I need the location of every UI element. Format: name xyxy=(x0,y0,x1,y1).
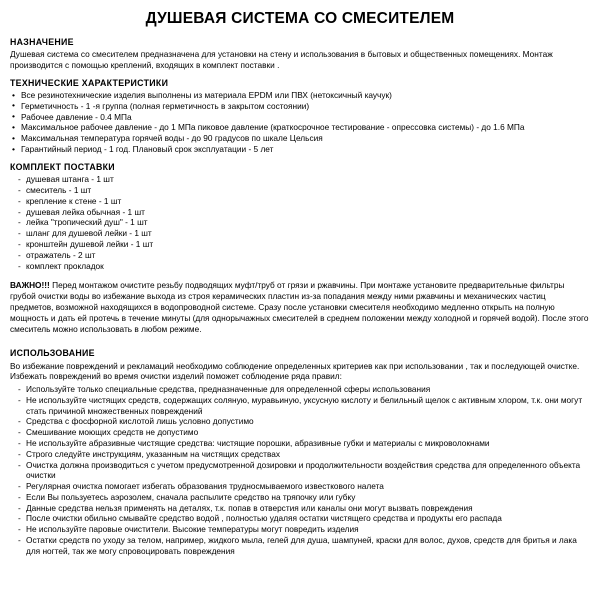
list-item: - Очистка должна производиться с учетом предусмотренной дозировки и продолжительности воздействия средства для определенного объекта очистки xyxy=(10,460,590,482)
list-item: - Строго следуйте инструкциям, указанным на чистящих средствах xyxy=(10,449,590,460)
spacer xyxy=(10,271,590,278)
list-item: • Все резинотехнические изделия выполнены из материала EPDM или ПВХ (нетоксичный каучук) xyxy=(10,90,590,101)
list-item: - Не используйте паровые очистители. Высокие температуры могут повредить изделия xyxy=(10,524,590,535)
list-item: - лейка "тропический душ" - 1 шт xyxy=(10,217,590,228)
list-item: - крепление к стене - 1 шт xyxy=(10,196,590,207)
spacer xyxy=(10,334,590,341)
warning-text: Перед монтажом очистите резьбу подводящих муфт/труб от грязи и ржавчины. При монтаже установите предварительные фильтры грубой очистки воды во избежание выхода из строя керамических пластин из-за попадания между ними ржавчины и механических частиц предметов, возможной находящихся в водопроводной системе. Сразу после установки смесителя необходимо медленно открыть на полную мощность и дать ей протечь в течение минуты (для однорычажных смесителей в среднем положении между холодной и горячей водой). После этого смеситель можно использовать в любом режиме. xyxy=(10,280,589,334)
usage-intro: Во избежание повреждений и рекламаций необходимо соблюдение определенных критериев как при использовании , так и последующей очистке. Избежать повреждений во время очистки изделий поможет соблюдение ряда правил: xyxy=(10,360,580,382)
list-item: - душевая лейка обычная - 1 шт xyxy=(10,207,590,218)
section-heading-purpose: НАЗНАЧЕНИЕ xyxy=(10,36,74,47)
list-item: • Герметичность - 1 -я группа (полная герметичность в закрытом состоянии) xyxy=(10,101,590,112)
list-item: - Остатки средств по уходу за телом, например, жидкого мыла, гелей для душа, шампуней, краски для волос, духов, средств для бритья и лака для ногтей, так же могу спровоцировать повреждения xyxy=(10,535,590,557)
list-item: - Средства с фосфорной кислотой лишь условно допустимо xyxy=(10,416,590,427)
list-item: • Рабочее давление - 0.4 МПа xyxy=(10,112,590,123)
list-item: - Данные средства нельзя применять на деталях, т.к. попав в отверстия или каналы они могут вызвать повреждения xyxy=(10,503,590,514)
list-item: - комплект прокладок xyxy=(10,261,590,272)
section-specs xyxy=(10,78,590,155)
list-item: - отражатель - 2 шт xyxy=(10,250,590,261)
warning-lead: ВАЖНО!!! xyxy=(10,280,50,291)
list-item: - кронштейн душевой лейки - 1 шт xyxy=(10,239,590,250)
list-item: - Не используйте чистящих средств, содержащих соляную, муравьиную, уксусную кислоту и белильный щелок с активным хлором, т.к. они могут стать причиной множественных повреждений xyxy=(10,395,590,417)
section-heading-specs: ТЕХНИЧЕСКИЕ ХАРАКТЕРИСТИКИ xyxy=(10,77,169,88)
usage-list xyxy=(10,384,590,557)
list-item: - Не используйте абразивные чистящие средства: чистящие порошки, абразивные губки и материалы с микроволокнами xyxy=(10,438,590,449)
list-item: - Смешивание моющих средств не допустимо xyxy=(10,427,590,438)
section-usage xyxy=(10,348,590,556)
purpose-paragraph: Душевая система со смесителем предназначена для установки на стену и использования в бытовых и общественных помещениях. Монтаж производится с помощью креплений, входящих в комплект поставки . xyxy=(10,49,553,70)
list-item: - Если Вы пользуетесь аэрозолем, сначала распылите средство на тряпочку или губку xyxy=(10,492,590,503)
list-item: - Регулярная очистка помогает избегать образования трудносмываемого известкового налета xyxy=(10,481,590,492)
list-item: • Максимальная температура горячей воды - до 90 градусов по шкале Цельсия xyxy=(10,133,590,144)
list-item: - Используйте только специальные средства, предназначенные для определенной сферы использования xyxy=(10,384,590,395)
section-purpose xyxy=(10,37,590,71)
list-item: - смеситель - 1 шт xyxy=(10,185,590,196)
section-package xyxy=(10,162,590,272)
list-item: - После очистки обильно смывайте средство водой , полностью удаляя остатки чистящего средства и продукты его распада xyxy=(10,513,590,524)
list-item: - шланг для душевой лейки - 1 шт xyxy=(10,228,590,239)
list-item: - душевая штанга - 1 шт xyxy=(10,174,590,185)
package-list xyxy=(10,174,590,271)
list-item: • Максимальное рабочее давление - до 1 МПа пиковое давление (краткосрочное тестирование - опрессовка системы) - до 1.6 МПа xyxy=(10,122,590,133)
page-title: ДУШЕВАЯ СИСТЕМА СО СМЕСИТЕЛЕМ xyxy=(145,10,455,27)
section-heading-package: КОМПЛЕКТ ПОСТАВКИ xyxy=(10,161,115,172)
important-warning xyxy=(10,280,590,334)
list-item: • Гарантийный период - 1 год. Плановый срок эксплуатации - 5 лет xyxy=(10,144,590,155)
section-heading-usage: ИСПОЛЬЗОВАНИЕ xyxy=(10,348,95,359)
specs-list xyxy=(10,90,590,155)
